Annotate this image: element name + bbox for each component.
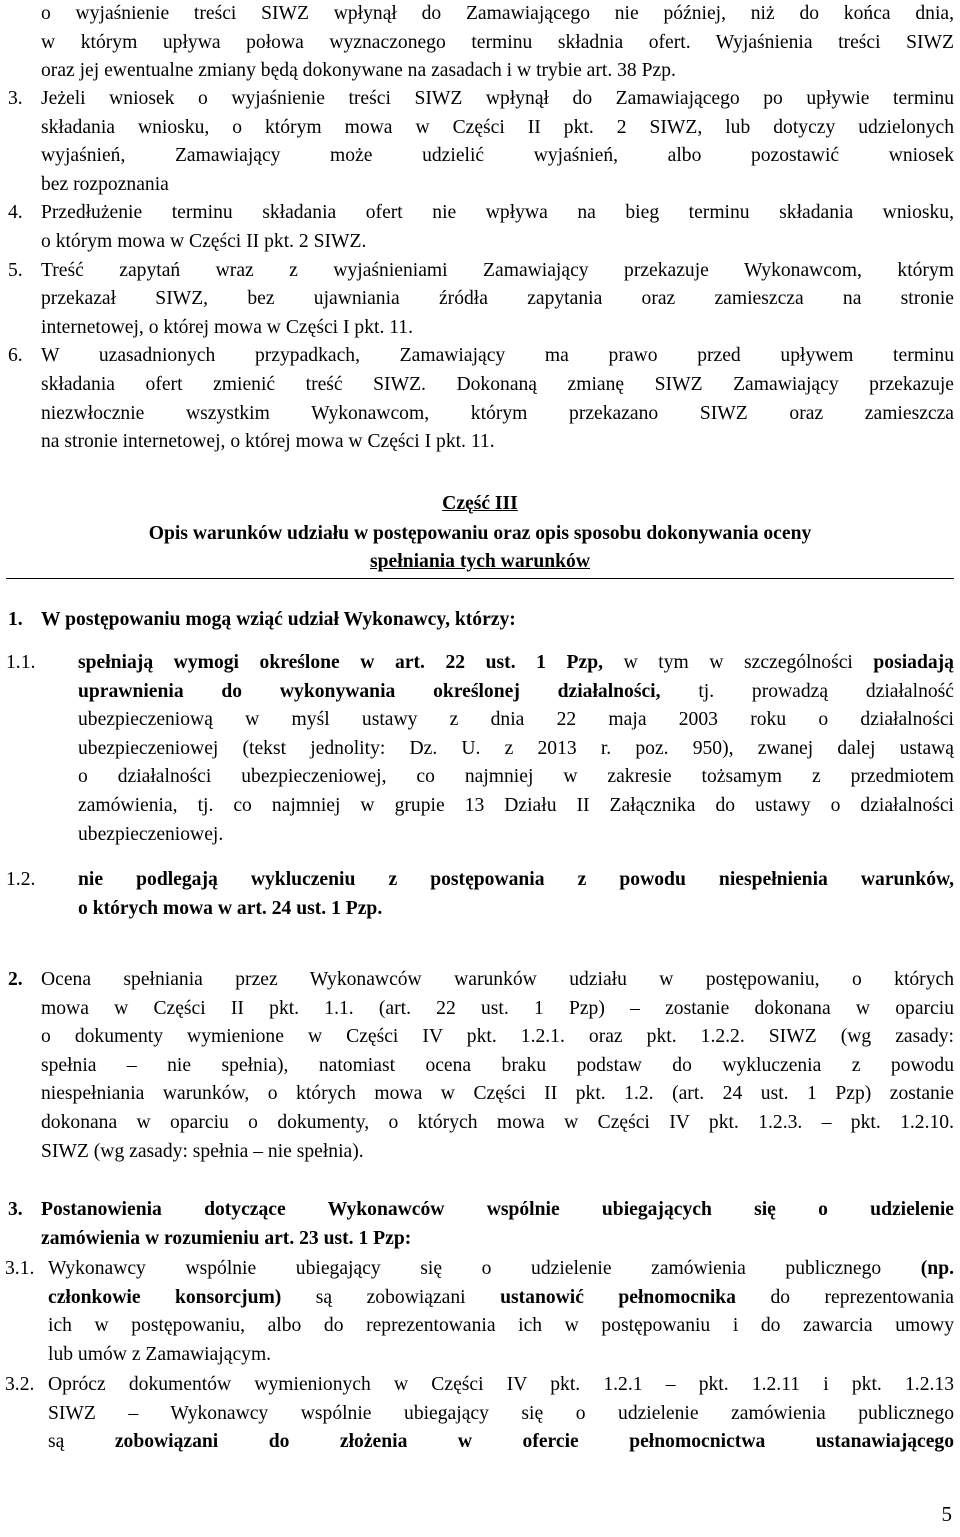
item-number: 2. xyxy=(8,969,23,990)
text-line: składania wniosku, o którym mowa w Części II pkt. 2 SIWZ, lub dotyczy udzielonych xyxy=(41,116,954,138)
text-line: W uzasadnionych przypadkach, Zamawiający ma prawo przed upływem terminu xyxy=(41,345,954,367)
section-subtitle: Opis warunków udziału w postępowaniu oraz opis sposobu dokonywania oceny xyxy=(148,522,812,544)
emphasis: ustanowić pełnomocnika xyxy=(500,1286,736,1308)
text-line: ubezpieczeniowej (tekst jednolity: Dz. U. z 2013 r. poz. 950), zwanej dalej ustawą xyxy=(78,737,954,759)
item-number: 4. xyxy=(8,202,23,224)
item-number: 1. xyxy=(8,609,23,630)
text-line: spełnia – nie spełnia), natomiast ocena braku podstaw do wykluczenia z powodu xyxy=(41,1054,954,1076)
text-line: niezwłocznie wszystkim Wykonawcom, którym przekazano SIWZ oraz zamieszcza xyxy=(41,402,954,424)
list-item-3 xyxy=(0,85,960,199)
text-line: wyjaśnień, Zamawiający może udzielić wyjaśnień, albo pozostawić wniosek xyxy=(41,145,954,167)
section-heading xyxy=(0,490,960,577)
emphasis: (np. xyxy=(920,1258,954,1279)
text-line: ubezpieczeniowej. xyxy=(78,823,224,845)
point-1-1 xyxy=(0,649,960,849)
item-number: 3. xyxy=(8,88,23,109)
emphasis: uprawnienia do wykonywania określonej działalności, xyxy=(78,680,661,702)
item-number: 5. xyxy=(8,259,23,281)
list-item-6 xyxy=(0,342,960,456)
text-line: ich w postępowaniu, albo do reprezentowania ich w postępowaniu i do zawarcia umowy xyxy=(48,1315,954,1337)
text-line: niespełniania warunków, o których mowa w Części II pkt. 1.2. (art. 24 ust. 1 Pzp) zostanie xyxy=(41,1083,954,1105)
text-line: w którym upływa połowa wyznaczonego terminu składnia ofert. Wyjaśnienia treści SIWZ xyxy=(41,31,954,53)
text-line: bez rozpoznania xyxy=(41,173,169,195)
point-3 xyxy=(0,1196,960,1253)
text-line: SIWZ (wg zasady: spełnia – nie spełnia). xyxy=(41,1140,364,1162)
text-line: Ocena spełniania przez Wykonawców warunków udziału w postępowaniu, o których xyxy=(41,969,954,990)
text-line: przekazał SIWZ, bez ujawniania źródła zapytania oraz zamieszcza na stronie xyxy=(41,288,954,310)
text-line: na stronie internetowej, o której mowa w Części I pkt. 11. xyxy=(41,431,495,453)
text-line: o których mowa w art. 24 ust. 1 Pzp. xyxy=(78,897,383,919)
text-line xyxy=(48,1428,954,1457)
text-line: o działalności ubezpieczeniowej, co najmniej w zakresie tożsamym z przedmiotem xyxy=(78,766,954,788)
text-line xyxy=(78,649,954,678)
text-line: składania ofert zmienić treść SIWZ. Dokonaną zmianę SIWZ Zamawiający przekazuje xyxy=(41,373,954,395)
text-line xyxy=(48,1255,954,1284)
text-line: o wyjaśnienie treści SIWZ wpłynął do Zamawiającego nie później, niż do końca dnia, xyxy=(41,3,954,24)
text: są zobowiązani xyxy=(281,1286,501,1308)
emphasis: członkowie konsorcjum) xyxy=(48,1286,282,1308)
text-line: lub umów z Zamawiającym. xyxy=(48,1343,272,1365)
list-item-5 xyxy=(0,257,960,343)
text-line: ubezpieczeniową w myśl ustawy z dnia 22 maja 2003 roku o działalności xyxy=(78,709,954,731)
section-title: Część III xyxy=(442,493,518,514)
text-line: o którym mowa w Części II pkt. 2 SIWZ. xyxy=(41,230,367,252)
text-line: Jeżeli wniosek o wyjaśnienie treści SIWZ wpłynął do Zamawiającego po upływie terminu xyxy=(41,88,954,109)
text-line: dokonana w oparciu o dokumenty, o których mowa w Części IV pkt. 1.2.3. – pkt. 1.2.10. xyxy=(41,1111,954,1133)
list-item-4 xyxy=(0,199,960,256)
text-line: Postanowienia dotyczące Wykonawców wspólnie ubiegających się o udzielenie xyxy=(41,1199,954,1220)
text-line: mowa w Części II pkt. 1.1. (art. 22 ust. 1 Pzp) – zostanie dokonana w oparciu xyxy=(41,997,954,1019)
lead-in-paragraph xyxy=(41,0,954,86)
text-line: internetowej, o której mowa w Części I pkt. 11. xyxy=(41,316,414,338)
text-line: zamówienia w rozumieniu art. 23 ust. 1 Pzp: xyxy=(41,1227,412,1249)
text-line: Treść zapytań wraz z wyjaśnieniami Zamawiający przekazuje Wykonawcom, którym xyxy=(41,259,954,281)
item-number: 1.2. xyxy=(6,869,36,890)
text-line: SIWZ – Wykonawcy wspólnie ubiegający się o udzielenie zamówienia publicznego xyxy=(48,1402,954,1424)
text-line: oraz jej ewentualne zmiany będą dokonywane na zasadach i w trybie art. 38 Pzp. xyxy=(41,60,676,82)
text: Wykonawcy wspólnie ubiegający się o udzielenie zamówienia publicznego xyxy=(48,1258,921,1279)
page-number: 5 xyxy=(941,1502,952,1526)
text-line: zamówienia, tj. co najmniej w grupie 13 Działu II Załącznika do ustawy o działalności xyxy=(78,794,954,816)
text-line: Przedłużenie terminu składania ofert nie wpływa na bieg terminu składania wniosku, xyxy=(41,202,954,224)
text: są xyxy=(48,1431,115,1453)
text: do reprezentowania xyxy=(735,1286,954,1308)
text-line xyxy=(48,1284,954,1313)
point-1-2 xyxy=(0,866,960,923)
section-divider xyxy=(6,578,954,579)
text: w tym w szczególności xyxy=(603,652,874,673)
section-subtitle-continued: spełniania tych warunków xyxy=(370,551,590,573)
point-2 xyxy=(0,966,960,1166)
item-number: 3.1. xyxy=(5,1258,35,1279)
text-line: o dokumenty wymienione w Części IV pkt. 1.2.1. oraz pkt. 1.2.2. SIWZ (wg zasady: xyxy=(41,1026,954,1048)
item-number: 1.1. xyxy=(6,652,36,673)
point-3-2 xyxy=(0,1371,960,1457)
point-1 xyxy=(0,606,960,635)
text-line: nie podlegają wykluczeniu z postępowania z powodu niespełnienia warunków, xyxy=(78,869,954,890)
numbered-list xyxy=(0,85,960,457)
item-number: 3.2. xyxy=(5,1374,35,1395)
text-line: W postępowaniu mogą wziąć udział Wykonawcy, którzy: xyxy=(41,609,516,630)
item-number: 3. xyxy=(8,1199,23,1220)
text-line xyxy=(78,678,954,707)
emphasis: zobowiązani do złożenia w ofercie pełnomocnictwa ustanawiającego xyxy=(114,1431,954,1453)
emphasis: posiadają xyxy=(873,652,954,673)
text-line: Oprócz dokumentów wymienionych w Części IV pkt. 1.2.1 – pkt. 1.2.11 i pkt. 1.2.13 xyxy=(48,1374,954,1395)
point-3-1 xyxy=(0,1255,960,1369)
emphasis: spełniają wymogi określone w art. 22 ust. 1 Pzp, xyxy=(78,652,603,673)
text: tj. prowadzą działalność xyxy=(660,680,954,702)
item-number: 6. xyxy=(8,345,23,367)
